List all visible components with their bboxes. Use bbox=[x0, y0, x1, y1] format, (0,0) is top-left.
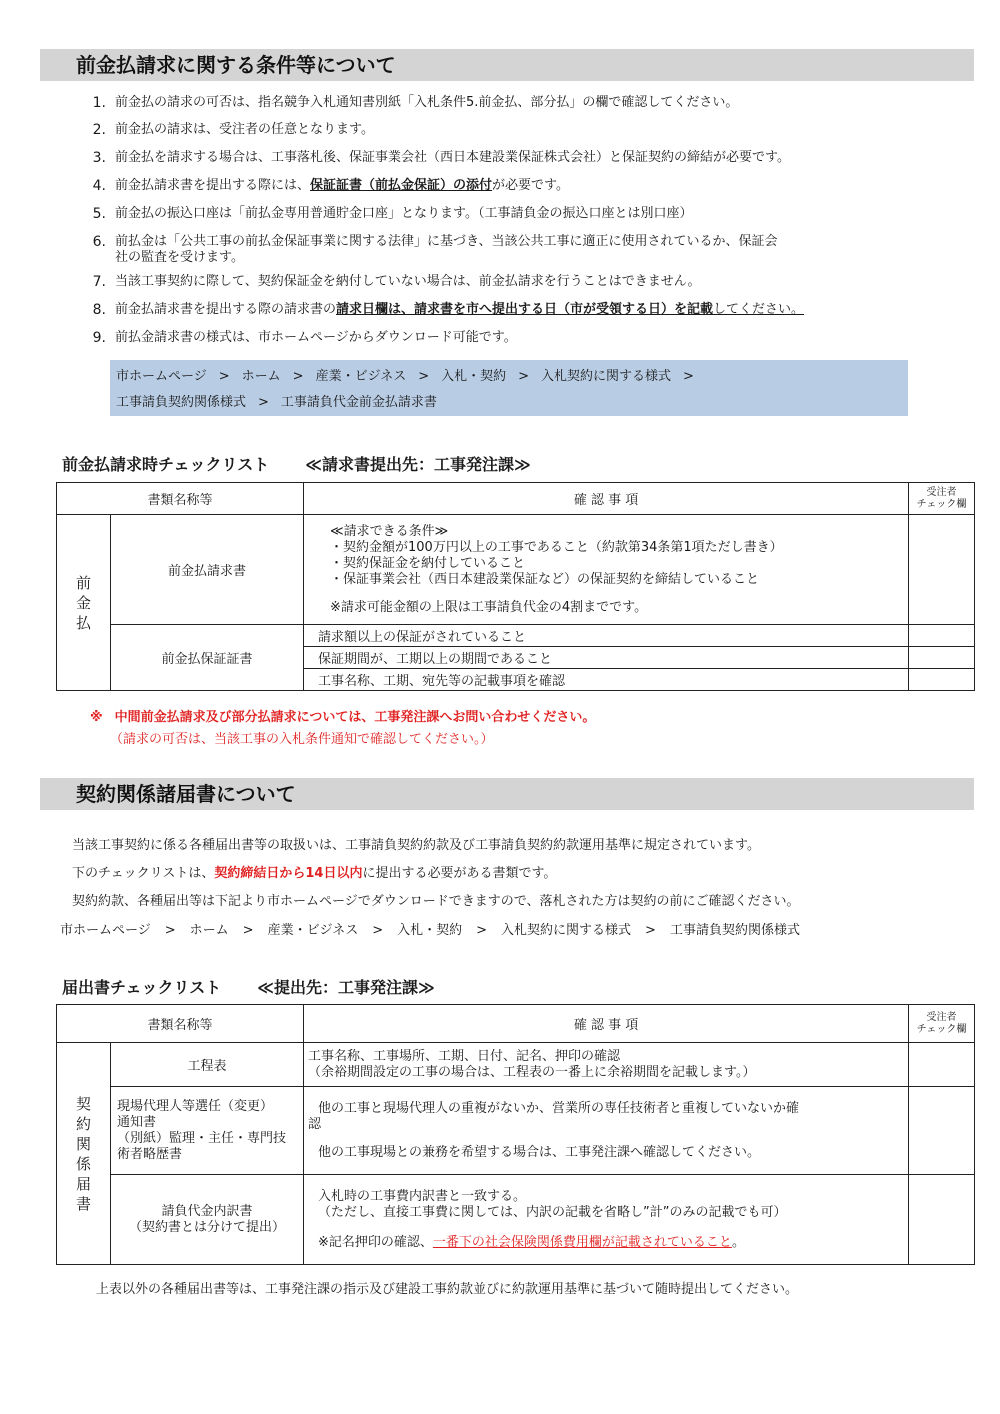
check-box-cell[interactable] bbox=[909, 647, 975, 669]
column-header-docs: 書類名称等 bbox=[57, 483, 304, 515]
breadcrumb: 工事請負契約関係様式 > 工事請負代金前金払請求書 bbox=[116, 395, 437, 410]
doc-name: 前金払請求書 bbox=[111, 515, 304, 625]
column-header-docs: 書類名称等 bbox=[57, 1005, 304, 1043]
check-items: 入札時の工事費内訳書と一致する。 （ただし、直接工事費に関しては、内訳の記載を省略し”計”のみの記載でも可） ※記名押印の確認、一番下の社会保険関係費用欄が記載されていること。 bbox=[304, 1175, 909, 1265]
checklist1-table bbox=[56, 482, 975, 691]
check-box-cell[interactable] bbox=[909, 1175, 975, 1265]
doc-name: 工程表 bbox=[111, 1043, 304, 1087]
section-title-advance-payment: 前金払請求に関する条件等について bbox=[40, 49, 974, 81]
group-label-contract: 契 約 関 係 届 書 bbox=[57, 1043, 111, 1265]
check-item: 請求額以上の保証がされていること bbox=[304, 625, 909, 647]
breadcrumb: 市ホームページ > ホーム > 産業・ビジネス > 入札・契約 > 入札契約に関する様式 > bbox=[116, 369, 694, 384]
doc-name: 請負代金内訳書 （契約書とは分けて提出） bbox=[111, 1175, 304, 1265]
check-item: 工事名称、工期、宛先等の記載事項を確認 bbox=[304, 669, 909, 691]
breadcrumb: 市ホームページ > ホーム > 産業・ビジネス > 入札・契約 > 入札契約に関する様式 > 工事請負契約関係様式 bbox=[60, 923, 800, 938]
checklist2-table bbox=[56, 1004, 975, 1265]
group-label-advance: 前 金 払 bbox=[57, 515, 111, 691]
column-header-check: 確 認 事 項 bbox=[304, 483, 909, 515]
doc-name: 現場代理人等選任（変更） 通知書 （別紙）監理・主任・専門技 術者略歴書 bbox=[111, 1087, 304, 1175]
checklist1-heading: 前金払請求時チェックリスト ≪請求書提出先：工事発注課≫ bbox=[62, 455, 531, 474]
inquiry-note: ※ 中間前金払請求及び部分払請求については、工事発注課へお問い合わせください。 bbox=[90, 710, 596, 725]
deadline-paragraph: 下のチェックリストは、契約締結日から14日以内に提出する必要がある書類です。 bbox=[72, 866, 557, 881]
footer-note: 上表以外の各種届出書等は、工事発注課の指示及び建設工事約款並びに約款運用基準に基づいて随時提出してください。 bbox=[96, 1282, 799, 1297]
check-box-cell[interactable] bbox=[909, 669, 975, 691]
check-box-cell[interactable] bbox=[909, 1087, 975, 1175]
section-title-contract-forms: 契約関係諸届書について bbox=[40, 778, 974, 810]
check-box-cell[interactable] bbox=[909, 1043, 975, 1087]
check-items: ≪請求できる条件≫ ・契約金額が100万円以上の工事であること（約款第34条第1項ただし書き） ・契約保証金を納付していること ・保証事業会社（西日本建設業保証など）の保証契約を締結していること ※請求可能金額の上限は工事請負代金の4割までです。 bbox=[304, 515, 909, 625]
column-header-tick: 受注者 チェック欄 bbox=[909, 483, 975, 515]
doc-name: 前金払保証証書 bbox=[111, 625, 304, 691]
checklist2-heading: 届出書チェックリスト ≪提出先：工事発注課≫ bbox=[62, 978, 435, 997]
column-header-tick: 受注者 チェック欄 bbox=[909, 1005, 975, 1043]
check-item: 保証期間が、工期以上の期間であること bbox=[304, 647, 909, 669]
intro-paragraph: 当該工事契約に係る各種届出書等の取扱いは、工事請負契約約款及び工事請負契約約款運用基準に規定されています。 bbox=[72, 838, 760, 853]
download-path bbox=[110, 360, 908, 416]
check-box-cell[interactable] bbox=[909, 515, 975, 625]
download-paragraph: 契約約款、各種届出等は下記より市ホームページでダウンロードできますので、落札された方は契約の前にご確認ください。 bbox=[72, 894, 800, 909]
check-box-cell[interactable] bbox=[909, 625, 975, 647]
check-items: 他の工事と現場代理人の重複がないか、営業所の専任技術者と重複していないか確 認 他の工事現場との兼務を希望する場合は、工事発注課へ確認してください。 bbox=[304, 1087, 909, 1175]
column-header-check: 確 認 事 項 bbox=[304, 1005, 909, 1043]
check-items: 工事名称、工事場所、工期、日付、記名、押印の確認 （余裕期間設定の工事の場合は、工程表の一番上に余裕期間を記載します。） bbox=[304, 1043, 909, 1087]
inquiry-subnote: （請求の可否は、当該工事の入札条件通知で確認してください。） bbox=[110, 732, 494, 747]
